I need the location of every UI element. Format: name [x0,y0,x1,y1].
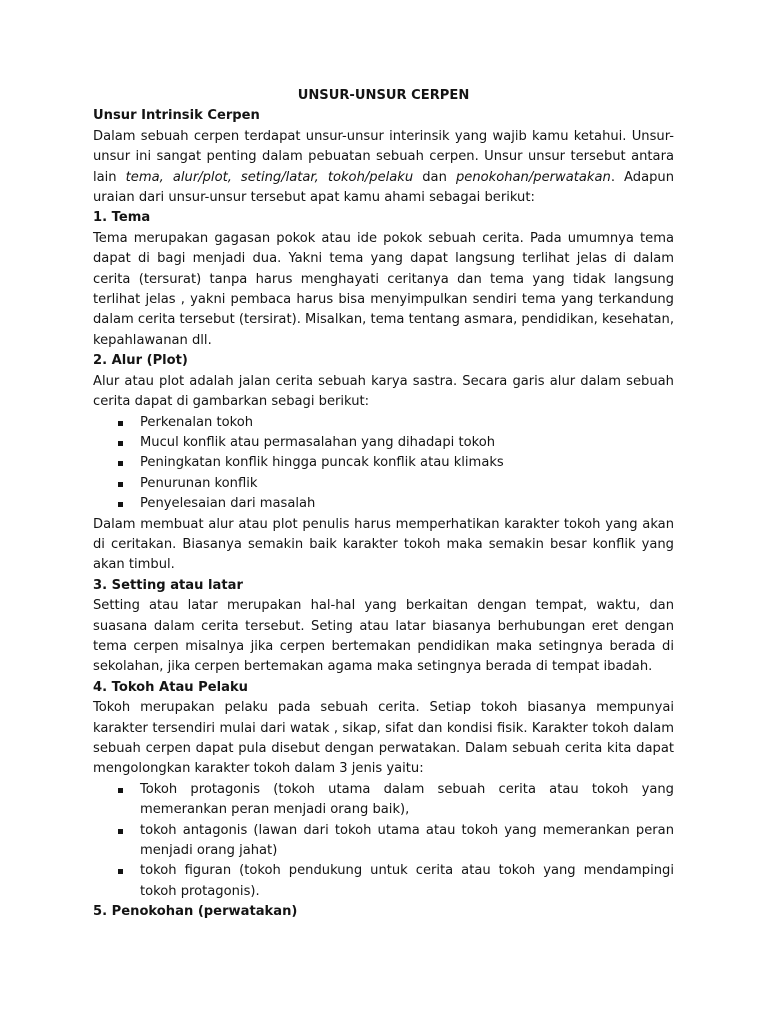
square-bullet-icon [118,421,123,426]
paragraph-alur: Alur atau plot adalah jalan cerita sebuah karya sastra. Secara garis alur dalam sebuah cerita dapat di gambarkan sebagi berikut: [93,373,674,410]
square-bullet-icon [118,441,123,446]
list-item [140,433,674,453]
list-item-text: Penyelesaian dari masalah [140,496,316,512]
paragraph-alur-after: Dalam membuat alur atau plot penulis harus memperhatikan karakter tokoh yang akan di ceritakan. Biasanya semakin baik karakter tokoh maka semakin besar konflik yang akan timbul. [93,516,674,573]
list-item-text: Tokoh protagonis (tokoh utama dalam sebuah cerita atau tokoh yang memerankan peran menjadi orang baik), [140,781,674,818]
intro-text-3: . Adapun uraian dari unsur-unsur tersebut apat kamu ahami sebagai berikut: [93,169,675,206]
document-title: UNSUR-UNSUR CERPEN [297,88,470,103]
list-item [140,413,674,433]
square-bullet-icon [118,869,123,874]
list-item-text: tokoh antagonis (lawan dari tokoh utama atau tokoh yang memerankan peran menjadi orang jahat) [140,822,674,859]
intro-italic-penokohan: penokohan/perwatakan [455,169,611,185]
intro-paragraph [93,127,674,209]
intro-text-1: Dalam sebuah cerpen terdapat unsur-unsur interinsik yang wajib kamu ketahui. Unsur-unsur ini sangat penting dalam pebuatan sebuah cerpen. Unsur unsur tersebut antara lain [93,128,674,185]
intro-text-2: dan [413,169,456,185]
square-bullet-icon [118,482,123,487]
list-item [140,474,674,494]
section-heading-intrinsik: Unsur Intrinsik Cerpen [93,108,260,124]
list-item-text: tokoh figuran (tokoh pendukung untuk cerita atau tokoh yang mendampingi tokoh protagonis). [140,863,674,899]
heading-alur: 2. Alur (Plot) [93,353,188,369]
list-item [140,861,674,902]
square-bullet-icon [118,788,123,793]
alur-bullet-list [93,413,674,515]
heading-setting: 3. Setting atau latar [93,577,243,593]
list-item [140,453,674,473]
square-bullet-icon [118,502,123,507]
document-page [93,86,674,923]
list-item-text: Penurunan konflik [140,475,258,491]
list-item [140,821,674,862]
list-item-text: Perkenalan tokoh [140,414,254,430]
paragraph-tema: Tema merupakan gagasan pokok atau ide pokok sebuah cerita. Pada umumnya tema dapat di bagi menjadi dua. Yakni tema yang dapat langsung terlihat jelas di dalam cerita (tersurat) tanpa harus menghayati ceritanya dan tema yang tidak langsung terlihat jelas , yakni pembaca harus bisa menyimpulkan sendiri tema yang terkandung dalam cerita tersebut (tersirat). Misalkan, tema tentang asmara, pendidikan, kesehatan, kepahlawanan dll. [93,230,674,348]
tokoh-bullet-list [93,780,674,902]
paragraph-setting: Setting atau latar merupakan hal-hal yang berkaitan dengan tempat, waktu, dan suasana dalam cerita tersebut. Seting atau latar biasanya berhubungan eret dengan tema cerpen misalnya jika cerpen bertemakan pendidikan maka setingnya berada di sekolahan, jika cerpen bertemakan agama maka setingnya berada di tempat ibadah. [93,598,674,675]
list-item-text: Peningkatan konflik hingga puncak konflik atau klimaks [140,455,504,471]
square-bullet-icon [118,829,123,834]
paragraph-tokoh: Tokoh merupakan pelaku pada sebuah cerita. Setiap tokoh biasanya mempunyai karakter tersendiri mulai dari watak , sikap, sifat dan kondisi fisik. Karakter tokoh dalam sebuah cerpen dapat pula disebut dengan perwatakan. Dalam sebuah cerita kita dapat mengolongkan karakter tokoh dalam 3 jenis yaitu: [93,700,674,777]
list-item [140,494,674,514]
list-item-text: Mucul konflik atau permasalahan yang dihadapi tokoh [140,434,496,450]
intro-italic-elements: tema, alur/plot, seting/latar, tokoh/pelaku [125,169,414,185]
heading-penokohan: 5. Penokohan (perwatakan) [93,904,298,920]
list-item [140,780,674,821]
heading-tema: 1. Tema [93,210,151,226]
square-bullet-icon [118,461,123,466]
heading-tokoh: 4. Tokoh Atau Pelaku [93,679,249,695]
